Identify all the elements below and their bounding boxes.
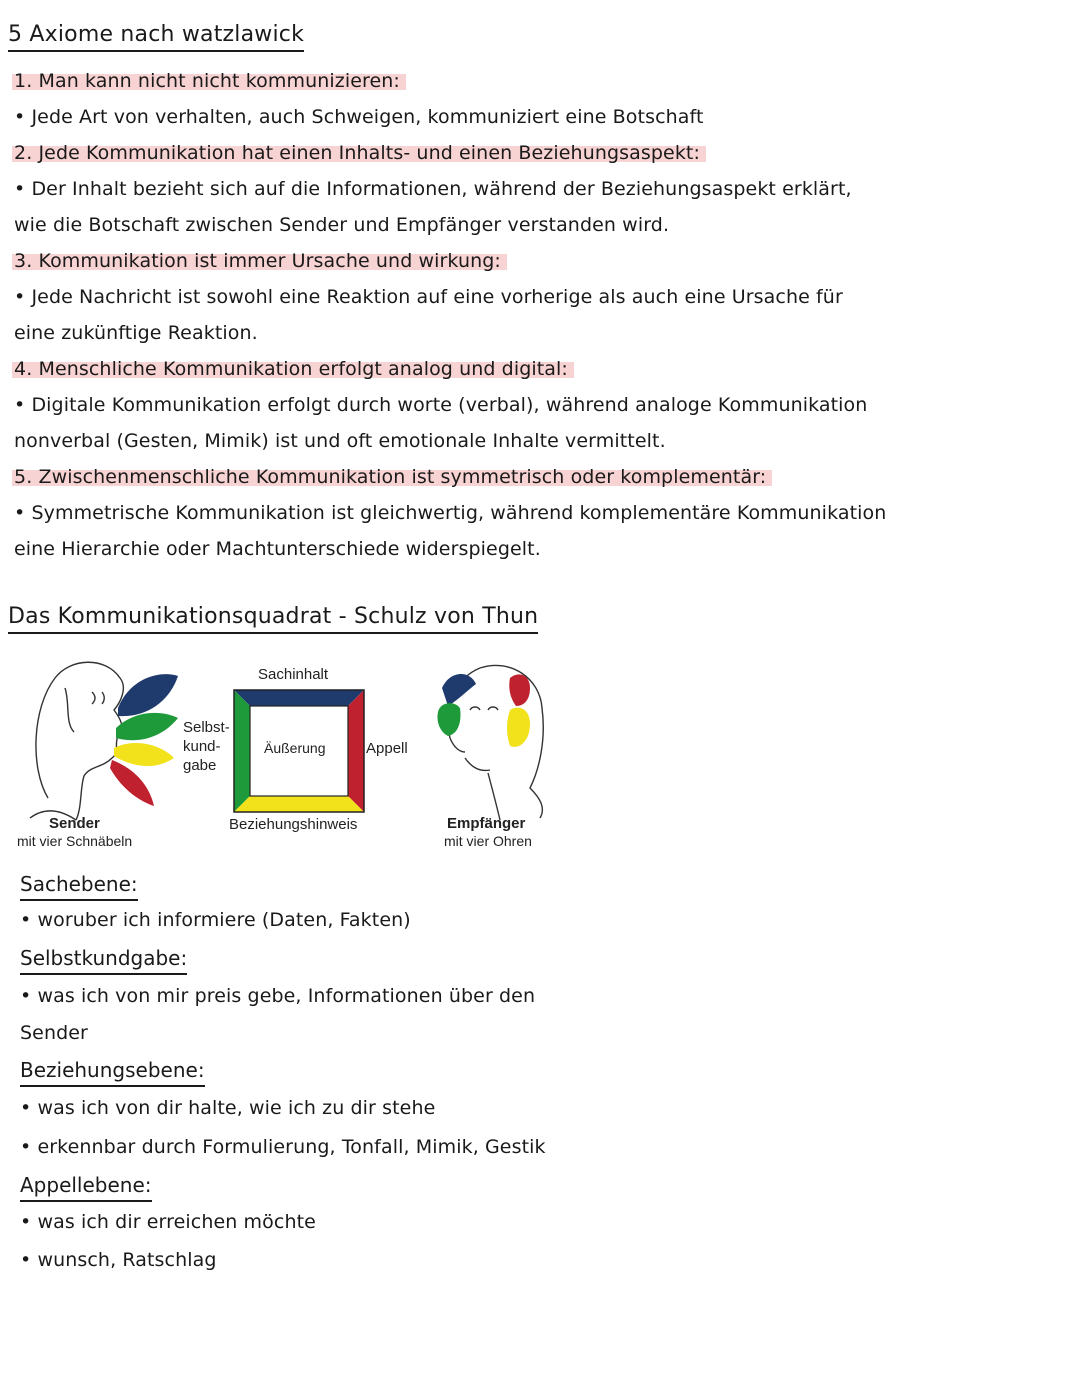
axiom-text: • Symmetrische Kommunikation ist gleichwertig, während komplementäre Kommunikation — [14, 502, 886, 524]
axiom-heading: 5. Zwischenmenschliche Kommunikation ist symmetrisch oder komplementär: — [12, 466, 772, 488]
axiom-text: • Digitale Kommunikation erfolgt durch worte (verbal), während analoge Kommunikation — [14, 394, 867, 416]
label-sender: Sender — [49, 815, 100, 832]
axiom-heading: 3. Kommunikation ist immer Ursache und wirkung: — [12, 250, 507, 272]
label-empfaenger-sub: mit vier Ohren — [444, 833, 532, 849]
axiom-text: • Der Inhalt bezieht sich auf die Informationen, während der Beziehungsaspekt erklärt, — [14, 178, 852, 200]
red-beak-icon — [110, 760, 154, 806]
yellow-beak-icon — [114, 743, 174, 766]
label-sachinhalt: Sachinhalt — [258, 666, 329, 683]
axiom-text: eine Hierarchie oder Machtunterschiede widerspiegelt. — [14, 538, 541, 560]
axiom-text: nonverbal (Gesten, Mimik) ist und oft emotionale Inhalte vermittelt. — [14, 430, 666, 452]
label-selbstkundgabe-1: Selbst- — [183, 719, 230, 736]
label-appell: Appell — [366, 740, 408, 757]
axiom-text: • Jede Nachricht ist sowohl eine Reaktion auf eine vorherige als auch eine Ursache für — [14, 286, 843, 308]
label-selbstkundgabe-2: kund- — [183, 738, 221, 755]
sender-head-icon — [30, 662, 123, 820]
axiom-text: eine zukünftige Reaktion. — [14, 322, 258, 344]
axiom-heading: 2. Jede Kommunikation hat einen Inhalts- und einen Beziehungsaspekt: — [12, 142, 706, 164]
axiom-text: wie die Botschaft zwischen Sender und Empfänger verstanden wird. — [14, 214, 670, 236]
section-title-quadrat: Das Kommunikationsquadrat - Schulz von Thun — [8, 604, 538, 634]
green-beak-icon — [116, 713, 178, 740]
level-title-beziehungsebene: Beziehungsebene: — [20, 1058, 205, 1087]
axiom-heading: 1. Man kann nicht nicht kommunizieren: — [12, 70, 406, 92]
level-title-sachebene: Sachebene: — [20, 872, 138, 901]
level-text: • was ich dir erreichen möchte — [20, 1211, 316, 1233]
level-text: • wunsch, Ratschlag — [20, 1249, 217, 1271]
yellow-ear-icon — [507, 708, 530, 747]
section-title-axioms: 5 Axiome nach watzlawick — [8, 22, 304, 52]
level-text: Sender — [20, 1022, 88, 1044]
green-ear-icon — [437, 703, 460, 736]
blue-beak-icon — [118, 674, 178, 716]
label-selbstkundgabe-3: gabe — [183, 757, 217, 774]
axiom-text: • Jede Art von verhalten, auch Schweigen, kommuniziert eine Botschaft — [14, 106, 704, 128]
level-text: • woruber ich informiere (Daten, Fakten) — [20, 909, 411, 931]
level-title-selbstkundgabe: Selbstkundgabe: — [20, 946, 187, 975]
label-empfaenger: Empfänger — [447, 815, 526, 832]
axiom-heading: 4. Menschliche Kommunikation erfolgt analog und digital: — [12, 358, 574, 380]
blue-ear-icon — [442, 674, 476, 706]
label-aeusserung: Äußerung — [264, 740, 326, 756]
level-text: • was ich von dir halte, wie ich zu dir stehe — [20, 1097, 435, 1119]
communication-square-diagram — [10, 648, 570, 858]
red-ear-icon — [509, 674, 530, 706]
label-sender-sub: mit vier Schnäbeln — [17, 833, 133, 849]
level-text: • was ich von mir preis gebe, Informationen über den — [20, 985, 535, 1007]
label-beziehungshinweis: Beziehungshinweis — [229, 816, 358, 833]
level-title-appellebene: Appellebene: — [20, 1173, 152, 1202]
level-text: • erkennbar durch Formulierung, Tonfall, Mimik, Gestik — [20, 1136, 546, 1158]
